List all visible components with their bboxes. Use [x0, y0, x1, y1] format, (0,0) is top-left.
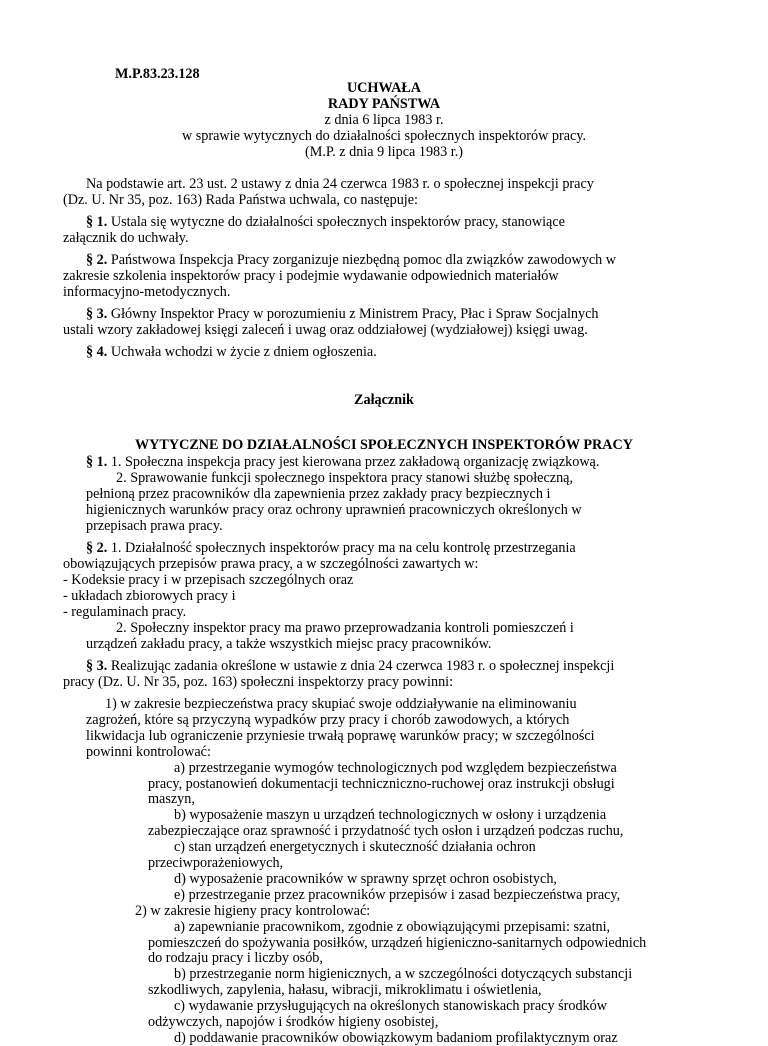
paragraph-2-cont: informacyjno-metodycznych. — [63, 284, 231, 300]
subpoint: d) wyposażenie pracowników w sprawny sprzęt ochron osobistych, — [174, 870, 557, 887]
paragraph-1-cont: załącznik do uchwały. — [63, 230, 189, 246]
point-2: 2) w zakresie higieny pracy kontrolować: — [135, 902, 371, 919]
subject: w sprawie wytycznych do działalności społecznych inspektorów pracy. — [181, 128, 587, 144]
paragraph-2: § 2. Państwowa Inspekcja Pracy zorganizuje niezbędną pomoc dla związków zawodowych w — [86, 252, 617, 268]
subpoint: a) zapewnianie pracownikom, zgodnie z obowiązującymi przepisami: szatni, — [174, 918, 611, 935]
subpoint: c) stan urządzeń energetycznych i skuteczność działania ochron — [174, 839, 536, 856]
paragraph-3: § 3. Główny Inspektor Pracy w porozumieniu z Ministrem Pracy, Płac i Spraw Socjalnych — [86, 306, 599, 322]
subpoint-line: pomieszczeń do spożywania posiłków, urządzeń higieniczno-sanitarnych odpowiednich — [148, 934, 647, 951]
point-1: 1) w zakresie bezpieczeństwa pracy skupiać swoje oddziaływanie na eliminowaniu — [105, 696, 577, 712]
annex-section-1-line: przepisach prawa pracy. — [86, 518, 223, 534]
dash-item: - Kodeksie pracy i w przepisach szczególnych oraz — [63, 572, 354, 588]
subpoint: e) przestrzeganie przez pracowników przepisów i zasad bezpieczeństwa pracy, — [174, 886, 621, 903]
point-1-line: powinni kontrolować: — [86, 743, 211, 760]
date: z dnia 6 lipca 1983 r. — [324, 112, 444, 128]
paragraph-1: § 1. Ustala się wytyczne do działalności społecznych inspektorów pracy, stanowiące — [86, 214, 565, 230]
annex-section-2: § 2. 1. Działalność społecznych inspektorów pracy ma na celu kontrolę przestrzegania — [86, 540, 576, 556]
paragraph-2-cont: zakresie szkolenia inspektorów pracy i podejmie wydawanie odpowiednich materiałów — [63, 268, 559, 284]
subpoint: d) poddawanie pracowników obowiązkowym badaniom profilaktycznym oraz — [174, 1029, 618, 1046]
subpoint-line: szkodliwych, zapylenia, hałasu, wibracji, mikroklimatu i oświetlenia, — [148, 982, 542, 999]
preamble-line: (Dz. U. Nr 35, poz. 163) Rada Państwa uchwala, co następuje: — [63, 192, 418, 208]
annex-section-1-line: higienicznych warunków pracy oraz ochrony uprawnień pracowniczych określonych w — [86, 502, 582, 518]
subpoint: b) wyposażenie maszyn u urządzeń technologicznych w osłony i urządzenia — [174, 807, 607, 824]
document-type: UCHWAŁA — [346, 80, 422, 96]
subpoint-line: do rodzaju pracy i liczby osób, — [148, 950, 323, 967]
preamble-line: Na podstawie art. 23 ust. 2 ustawy z dnia 24 czerwca 1983 r. o społecznej inspekcji pracy — [86, 176, 594, 192]
annex-section-1: § 1. 1. Społeczna inspekcja pracy jest kierowana przez zakładową organizację związkową. — [86, 454, 600, 470]
point-1-line: zagrożeń, które są przyczyną wypadków przy pracy i chorób zawodowych, a których — [86, 711, 570, 728]
publication: (M.P. z dnia 9 lipca 1983 r.) — [304, 144, 463, 160]
point-1-line: likwidacja lub ograniczenie przyniesie trwałą poprawę warunków pracy; w szczególności — [86, 727, 595, 744]
annex-label: Załącznik — [354, 392, 414, 408]
subpoint-line: maszyn, — [148, 791, 195, 808]
subpoint: b) przestrzeganie norm higienicznych, a w szczególności dotyczących substancji — [174, 966, 633, 983]
subpoint-line: pracy, postanowień dokumentacji techniczniczno-ruchowej oraz instrukcji obsługi — [148, 775, 615, 792]
issuer: RADY PAŃSTWA — [327, 96, 441, 112]
dash-item: - układach zbiorowych pracy i — [63, 588, 236, 604]
annex-section-2-line: urządzeń zakładu pracy, a także wszystkich miejsc pracy pracowników. — [86, 636, 492, 652]
subpoint-line: odżywczych, napojów i środków higieny osobistej, — [148, 1014, 439, 1030]
annex-section-3: § 3. Realizując zadania określone w ustawie z dnia 24 czerwca 1983 r. o społecznej inspekcji — [86, 658, 615, 674]
annex-section-1-line: pełnioną przez pracowników dla zapewnienia przez zakłady pracy bezpiecznych i — [86, 486, 551, 502]
subpoint-line: przeciwporażeniowych, — [148, 855, 284, 871]
annex-title: WYTYCZNE DO DZIAŁALNOŚCI SPOŁECZNYCH INSPEKTORÓW PRACY — [134, 437, 634, 453]
paragraph-3-cont: ustali wzory zakładowej księgi zaleceń i uwag oraz oddziałowej (wydziałowej) księgi uwag. — [63, 322, 588, 338]
annex-section-3-line: pracy (Dz. U. Nr 35, poz. 163) społeczni inspektorzy pracy powinni: — [63, 674, 454, 690]
paragraph-4: § 4. Uchwała wchodzi w życie z dniem ogłoszenia. — [86, 344, 377, 360]
subpoint: c) wydawanie przysługujących na określonych stanowiskach pracy środków — [174, 998, 607, 1015]
dash-item: - regulaminach pracy. — [63, 604, 187, 620]
annex-section-2-line: obowiązujących przepisów prawa pracy, a w szczególności zawartych w: — [63, 556, 479, 572]
annex-section-2-line: 2. Społeczny inspektor pracy ma prawo przeprowadzania kontroli pomieszczeń i — [116, 620, 574, 636]
annex-section-1-line: 2. Sprawowanie funkcji społecznego inspektora pracy stanowi służbę społeczną, — [116, 470, 574, 486]
subpoint-line: zabezpieczające oraz sprawność i przydatność tych osłon i urządzeń podczas ruchu, — [148, 823, 624, 840]
document-reference: M.P.83.23.128 — [115, 66, 200, 82]
subpoint: a) przestrzeganie wymogów technologicznych pod względem bezpieczeństwa — [174, 759, 617, 776]
